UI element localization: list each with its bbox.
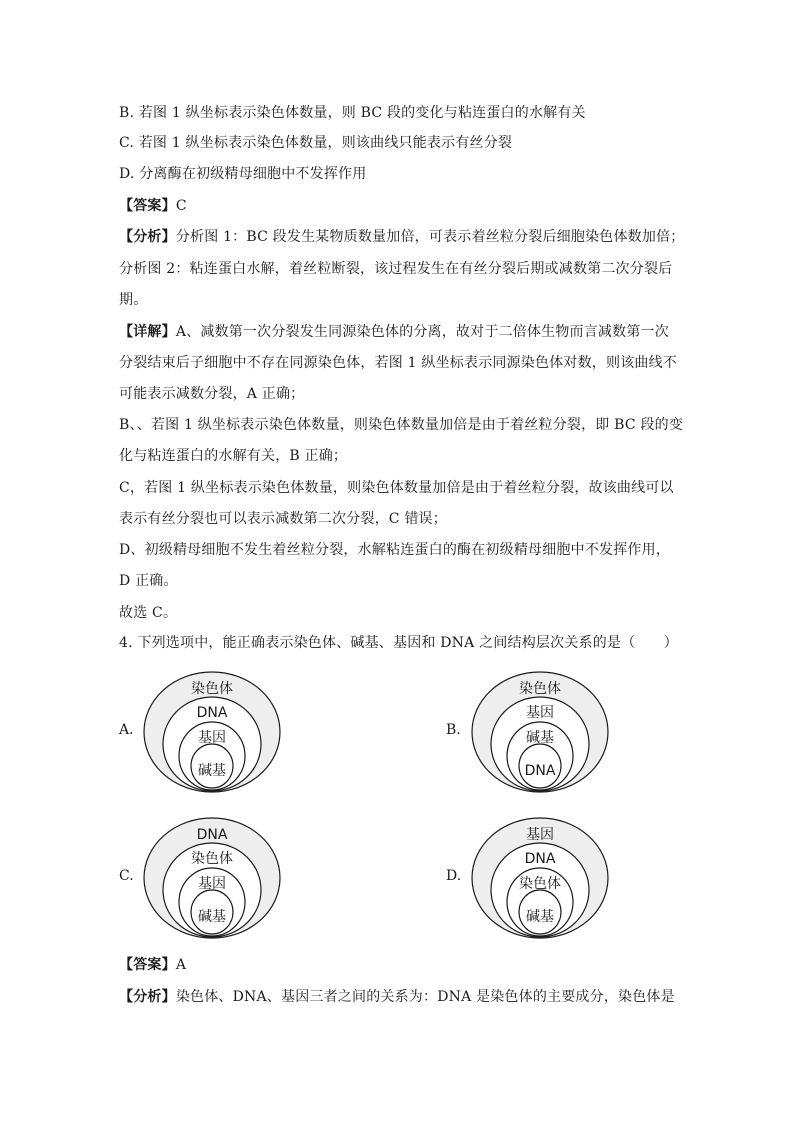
- ring-label-2: 基因: [526, 705, 554, 721]
- detail-line-2: 分裂结束后子细胞中不存在同源染色体，若图 1 纵坐标表示同源染色体对数，则该曲线不: [119, 355, 678, 371]
- analysis-tag: 【分析】: [119, 229, 176, 245]
- analysis-line-3: 期。: [119, 292, 148, 308]
- answer2-value: A: [175, 957, 187, 973]
- option-c-label: C.: [119, 868, 134, 884]
- option-b-label: B.: [446, 722, 461, 738]
- detail-text-1: A、减数第一次分裂发生同源染色体的分离，故对于二倍体生物而言减数第一次: [175, 324, 669, 340]
- analysis-line-2: 分析图 2：粘连蛋白水解，着丝粒断裂，该过程发生在有丝分裂后期或减数第二次分裂后: [119, 261, 673, 277]
- analysis2-tag: 【分析】: [119, 989, 176, 1005]
- option-b-text: B. 若图 1 纵坐标表示染色体数量，则 BC 段的变化与粘连蛋白的水解有关: [119, 105, 586, 121]
- analysis-text-1: 分析图 1：BC 段发生某物质数量加倍，可表示着丝粒分裂后细胞染色体数加倍；: [175, 229, 685, 245]
- option-c-text: C. 若图 1 纵坐标表示染色体数量，则该曲线只能表示有丝分裂: [119, 135, 513, 151]
- option-d-label: D.: [446, 868, 462, 884]
- option-b-diagram: [468, 670, 613, 795]
- ring-label-3: 基因: [198, 730, 226, 746]
- option-d-text: D. 分离酶在初级精母细胞中不发挥作用: [119, 166, 367, 182]
- detail-line-5: 化与粘连蛋白的水解有关，B 正确；: [119, 448, 348, 464]
- option-a-label: A.: [119, 722, 134, 738]
- detail-line-9: D 正确。: [119, 573, 178, 589]
- detail-line-6: C，若图 1 纵坐标表示染色体数量，则染色体数量加倍是由于着丝粒分裂，故该曲线可以: [119, 480, 674, 496]
- ring-label-2: DNA: [196, 705, 228, 721]
- conclusion-line: 故选 C。: [119, 605, 178, 621]
- ring-label-2: DNA: [524, 851, 556, 867]
- answer-line: [119, 196, 187, 216]
- detail-tag: 【详解】: [119, 324, 176, 340]
- ring-label-4: 碱基: [198, 909, 226, 925]
- ring-label-1: 基因: [526, 827, 554, 843]
- ring-label-3: 碱基: [526, 730, 554, 746]
- detail-line-3: 可能表示减数分裂，A 正确；: [119, 386, 305, 402]
- answer2-line: [119, 955, 186, 975]
- ring-label-4: DNA: [524, 763, 556, 779]
- ring-label-2: 染色体: [191, 851, 233, 867]
- analysis2-line-1: [119, 987, 675, 1007]
- ring-label-3: 染色体: [519, 876, 561, 892]
- answer-tag: 【答案】: [119, 198, 176, 214]
- option-c-diagram: [140, 816, 285, 941]
- option-d-diagram: [468, 816, 613, 941]
- answer-value: C: [175, 198, 187, 214]
- detail-line-1: [119, 322, 669, 342]
- ring-label-4: 碱基: [526, 909, 554, 925]
- option-a-diagram: [140, 670, 285, 795]
- question-4: 4. 下列选项中，能正确表示染色体、碱基、基因和 DNA 之间结构层次关系的是（ ）: [119, 635, 678, 651]
- ring-label-1: 染色体: [191, 681, 233, 697]
- ring-label-4: 碱基: [198, 763, 226, 779]
- ring-label-1: 染色体: [519, 681, 561, 697]
- detail-line-7: 表示有丝分裂也可以表示减数第二次分裂，C 错误；: [119, 511, 447, 527]
- detail-line-4: B、、若图 1 纵坐标表示染色体数量，则染色体数量加倍是由于着丝粒分裂，即 BC 段的变: [119, 417, 684, 433]
- ring-label-1: DNA: [196, 827, 228, 843]
- answer2-tag: 【答案】: [119, 957, 176, 973]
- detail-line-8: D、初级精母细胞不发生着丝粒分裂，水解粘连蛋白的酶在初级精母细胞中不发挥作用，: [119, 542, 671, 558]
- analysis-line-1: [119, 227, 684, 247]
- ring-label-3: 基因: [198, 876, 226, 892]
- analysis2-text-1: 染色体、DNA、基因三者之间的关系为：DNA 是染色体的主要成分，染色体是: [175, 989, 675, 1005]
